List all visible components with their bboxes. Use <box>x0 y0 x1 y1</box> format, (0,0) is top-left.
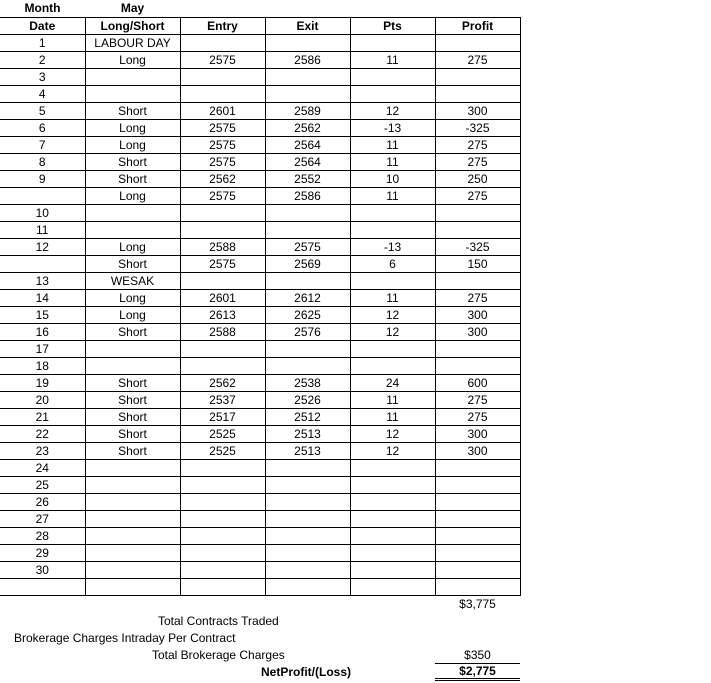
cell-long-short: Short <box>85 375 180 392</box>
cell-long-short: Long <box>85 290 180 307</box>
cell-date: 21 <box>0 409 85 426</box>
cell-entry: 2525 <box>180 426 265 443</box>
cell-pts: 11 <box>350 392 435 409</box>
month-value: May <box>120 1 145 15</box>
header-row <box>0 18 520 35</box>
cell-long-short: Short <box>85 256 180 273</box>
cell-long-short: Short <box>85 103 180 120</box>
cell-date <box>0 579 85 596</box>
total-profit: $3,775 <box>459 597 496 611</box>
cell-entry: 2517 <box>180 409 265 426</box>
cell-long-short: Long <box>85 137 180 154</box>
cell-exit <box>265 86 350 103</box>
cell-exit: 2526 <box>265 392 350 409</box>
cell-profit: 275 <box>435 154 520 171</box>
cell-profit: 600 <box>435 375 520 392</box>
cell-entry <box>180 205 265 222</box>
brokerage-per-contract-label: Brokerage Charges Intraday Per Contract <box>14 631 236 645</box>
cell-date: 29 <box>0 545 85 562</box>
cell-pts <box>350 341 435 358</box>
cell-exit <box>265 69 350 86</box>
cell-pts: -13 <box>350 120 435 137</box>
cell-long-short: Long <box>85 120 180 137</box>
cell-exit: 2589 <box>265 103 350 120</box>
cell-pts: 24 <box>350 375 435 392</box>
cell-entry: 2601 <box>180 103 265 120</box>
cell-profit: 150 <box>435 256 520 273</box>
table-row <box>0 256 520 273</box>
cell-exit: 2538 <box>265 375 350 392</box>
table-row <box>0 579 520 596</box>
cell-entry <box>180 494 265 511</box>
cell-exit: 2586 <box>265 188 350 205</box>
cell-pts: 12 <box>350 307 435 324</box>
cell-date: 22 <box>0 426 85 443</box>
cell-long-short: Long <box>85 188 180 205</box>
cell-long-short: Short <box>85 324 180 341</box>
cell-date: 7 <box>0 137 85 154</box>
table-row <box>0 69 520 86</box>
cell-long-short: Short <box>85 171 180 188</box>
cell-entry <box>180 341 265 358</box>
cell-date: 2 <box>0 52 85 69</box>
col-header-pts: Pts <box>350 18 435 35</box>
cell-date: 6 <box>0 120 85 137</box>
cell-profit: 275 <box>435 137 520 154</box>
cell-profit <box>435 86 520 103</box>
cell-long-short <box>85 460 180 477</box>
cell-exit <box>265 494 350 511</box>
cell-pts <box>350 205 435 222</box>
cell-exit <box>265 477 350 494</box>
cell-profit: 300 <box>435 103 520 120</box>
col-header-long-short: Long/Short <box>85 18 180 35</box>
cell-exit: 2625 <box>265 307 350 324</box>
cell-profit: 275 <box>435 409 520 426</box>
cell-long-short: Short <box>85 443 180 460</box>
cell-exit: 2564 <box>265 154 350 171</box>
cell-long-short <box>85 477 180 494</box>
cell-profit: 275 <box>435 290 520 307</box>
cell-profit: 275 <box>435 188 520 205</box>
cell-entry: 2588 <box>180 239 265 256</box>
month-label: Month <box>24 1 61 15</box>
cell-exit: 2513 <box>265 426 350 443</box>
cell-profit <box>435 69 520 86</box>
cell-profit: 300 <box>435 307 520 324</box>
cell-profit: 300 <box>435 324 520 341</box>
cell-pts: 11 <box>350 154 435 171</box>
cell-entry: 2575 <box>180 188 265 205</box>
cell-date: 27 <box>0 511 85 528</box>
cell-date <box>0 188 85 205</box>
table-row <box>0 392 520 409</box>
cell-pts: 12 <box>350 103 435 120</box>
table-row <box>0 528 520 545</box>
cell-pts: 12 <box>350 426 435 443</box>
cell-date: 24 <box>0 460 85 477</box>
cell-exit <box>265 562 350 579</box>
table-row <box>0 494 520 511</box>
cell-pts: 11 <box>350 137 435 154</box>
cell-date: 8 <box>0 154 85 171</box>
cell-profit <box>435 460 520 477</box>
table-row <box>0 290 520 307</box>
cell-pts: 10 <box>350 171 435 188</box>
table-row <box>0 460 520 477</box>
cell-pts: -13 <box>350 239 435 256</box>
col-header-profit: Profit <box>435 18 520 35</box>
cell-date: 17 <box>0 341 85 358</box>
cell-long-short: Short <box>85 409 180 426</box>
cell-entry: 2562 <box>180 171 265 188</box>
cell-entry <box>180 86 265 103</box>
cell-entry <box>180 528 265 545</box>
cell-exit: 2612 <box>265 290 350 307</box>
cell-date <box>0 256 85 273</box>
cell-date: 30 <box>0 562 85 579</box>
cell-exit <box>265 222 350 239</box>
cell-entry: 2575 <box>180 52 265 69</box>
cell-pts <box>350 358 435 375</box>
cell-pts: 12 <box>350 324 435 341</box>
cell-entry: 2575 <box>180 120 265 137</box>
net-profit-label: NetProfit/(Loss) <box>261 665 351 679</box>
cell-pts: 11 <box>350 52 435 69</box>
cell-long-short <box>85 528 180 545</box>
cell-entry <box>180 511 265 528</box>
cell-profit: 275 <box>435 392 520 409</box>
cell-profit <box>435 358 520 375</box>
cell-profit: 275 <box>435 52 520 69</box>
cell-long-short <box>85 222 180 239</box>
cell-entry: 2562 <box>180 375 265 392</box>
table-row <box>0 239 520 256</box>
col-header-exit: Exit <box>265 18 350 35</box>
cell-entry <box>180 562 265 579</box>
cell-entry: 2575 <box>180 154 265 171</box>
cell-profit <box>435 35 520 52</box>
cell-long-short <box>85 562 180 579</box>
cell-entry <box>180 358 265 375</box>
cell-pts <box>350 35 435 52</box>
cell-profit <box>435 205 520 222</box>
cell-profit: -325 <box>435 239 520 256</box>
cell-long-short: Long <box>85 239 180 256</box>
cell-exit: 2569 <box>265 256 350 273</box>
cell-long-short <box>85 205 180 222</box>
table-row <box>0 409 520 426</box>
cell-entry: 2575 <box>180 256 265 273</box>
cell-entry: 2588 <box>180 324 265 341</box>
cell-entry <box>180 35 265 52</box>
cell-exit: 2576 <box>265 324 350 341</box>
table-row <box>0 188 520 205</box>
table-row <box>0 137 520 154</box>
cell-entry <box>180 460 265 477</box>
table-row <box>0 86 520 103</box>
table-row <box>0 103 520 120</box>
net-profit-value: $2,775 <box>435 664 520 681</box>
col-header-entry: Entry <box>180 18 265 35</box>
cell-date: 18 <box>0 358 85 375</box>
table-row <box>0 511 520 528</box>
cell-exit: 2552 <box>265 171 350 188</box>
table-row <box>0 324 520 341</box>
cell-profit <box>435 494 520 511</box>
cell-exit <box>265 341 350 358</box>
cell-date: 13 <box>0 273 85 290</box>
cell-long-short <box>85 358 180 375</box>
cell-exit <box>265 579 350 596</box>
table-row <box>0 562 520 579</box>
cell-profit <box>435 545 520 562</box>
cell-profit: 300 <box>435 443 520 460</box>
cell-profit <box>435 222 520 239</box>
cell-profit <box>435 528 520 545</box>
cell-long-short: LABOUR DAY <box>85 35 180 52</box>
cell-exit: 2575 <box>265 239 350 256</box>
trade-log-table <box>0 17 521 596</box>
cell-entry <box>180 222 265 239</box>
table-row <box>0 120 520 137</box>
table-row <box>0 545 520 562</box>
cell-long-short <box>85 494 180 511</box>
cell-exit: 2586 <box>265 52 350 69</box>
table-row <box>0 341 520 358</box>
cell-exit <box>265 545 350 562</box>
cell-date: 23 <box>0 443 85 460</box>
cell-date: 15 <box>0 307 85 324</box>
cell-date: 10 <box>0 205 85 222</box>
cell-pts <box>350 86 435 103</box>
cell-pts <box>350 69 435 86</box>
cell-long-short <box>85 545 180 562</box>
cell-profit <box>435 477 520 494</box>
cell-long-short: Long <box>85 52 180 69</box>
cell-long-short: Short <box>85 392 180 409</box>
cell-date: 5 <box>0 103 85 120</box>
cell-entry <box>180 273 265 290</box>
cell-long-short: Long <box>85 307 180 324</box>
cell-date: 26 <box>0 494 85 511</box>
table-row <box>0 222 520 239</box>
cell-exit <box>265 358 350 375</box>
cell-pts <box>350 273 435 290</box>
cell-entry <box>180 69 265 86</box>
cell-entry <box>180 477 265 494</box>
cell-long-short: Short <box>85 426 180 443</box>
cell-profit <box>435 511 520 528</box>
cell-date: 25 <box>0 477 85 494</box>
cell-exit <box>265 528 350 545</box>
table-row <box>0 52 520 69</box>
cell-pts: 11 <box>350 409 435 426</box>
cell-date: 19 <box>0 375 85 392</box>
cell-pts <box>350 460 435 477</box>
cell-profit: 300 <box>435 426 520 443</box>
cell-exit <box>265 511 350 528</box>
cell-entry: 2537 <box>180 392 265 409</box>
cell-date: 11 <box>0 222 85 239</box>
cell-entry: 2575 <box>180 137 265 154</box>
cell-entry <box>180 545 265 562</box>
cell-entry: 2525 <box>180 443 265 460</box>
table-row <box>0 358 520 375</box>
table-row <box>0 35 520 52</box>
cell-date: 4 <box>0 86 85 103</box>
col-header-date: Date <box>0 18 85 35</box>
cell-pts <box>350 579 435 596</box>
cell-long-short <box>85 579 180 596</box>
cell-profit <box>435 562 520 579</box>
table-row <box>0 426 520 443</box>
cell-profit <box>435 341 520 358</box>
cell-date: 28 <box>0 528 85 545</box>
cell-long-short <box>85 86 180 103</box>
cell-exit <box>265 35 350 52</box>
cell-exit <box>265 460 350 477</box>
cell-exit <box>265 205 350 222</box>
total-contracts-label: Total Contracts Traded <box>158 614 279 628</box>
cell-pts <box>350 477 435 494</box>
trade-log-body <box>0 18 520 596</box>
cell-pts <box>350 528 435 545</box>
cell-pts <box>350 494 435 511</box>
total-brokerage-value: $350 <box>435 647 520 664</box>
cell-date: 1 <box>0 35 85 52</box>
cell-pts <box>350 562 435 579</box>
cell-exit <box>265 273 350 290</box>
cell-date: 16 <box>0 324 85 341</box>
table-row <box>0 273 520 290</box>
cell-pts <box>350 222 435 239</box>
cell-long-short: WESAK <box>85 273 180 290</box>
cell-exit: 2562 <box>265 120 350 137</box>
cell-pts: 11 <box>350 188 435 205</box>
table-row <box>0 205 520 222</box>
cell-pts: 12 <box>350 443 435 460</box>
cell-date: 20 <box>0 392 85 409</box>
cell-profit: -325 <box>435 120 520 137</box>
total-brokerage-label: Total Brokerage Charges <box>152 648 285 662</box>
cell-date: 3 <box>0 69 85 86</box>
cell-date: 9 <box>0 171 85 188</box>
table-row <box>0 307 520 324</box>
cell-profit <box>435 579 520 596</box>
cell-pts: 6 <box>350 256 435 273</box>
cell-entry: 2601 <box>180 290 265 307</box>
cell-long-short <box>85 511 180 528</box>
cell-long-short <box>85 341 180 358</box>
cell-entry <box>180 579 265 596</box>
table-row <box>0 477 520 494</box>
cell-date: 14 <box>0 290 85 307</box>
cell-pts: 11 <box>350 290 435 307</box>
table-row <box>0 443 520 460</box>
table-row <box>0 154 520 171</box>
cell-long-short: Short <box>85 154 180 171</box>
cell-date: 12 <box>0 239 85 256</box>
cell-entry: 2613 <box>180 307 265 324</box>
cell-long-short <box>85 69 180 86</box>
cell-exit: 2513 <box>265 443 350 460</box>
cell-pts <box>350 545 435 562</box>
cell-profit: 250 <box>435 171 520 188</box>
cell-pts <box>350 511 435 528</box>
table-row <box>0 375 520 392</box>
table-row <box>0 171 520 188</box>
cell-exit: 2564 <box>265 137 350 154</box>
cell-profit <box>435 273 520 290</box>
cell-exit: 2512 <box>265 409 350 426</box>
